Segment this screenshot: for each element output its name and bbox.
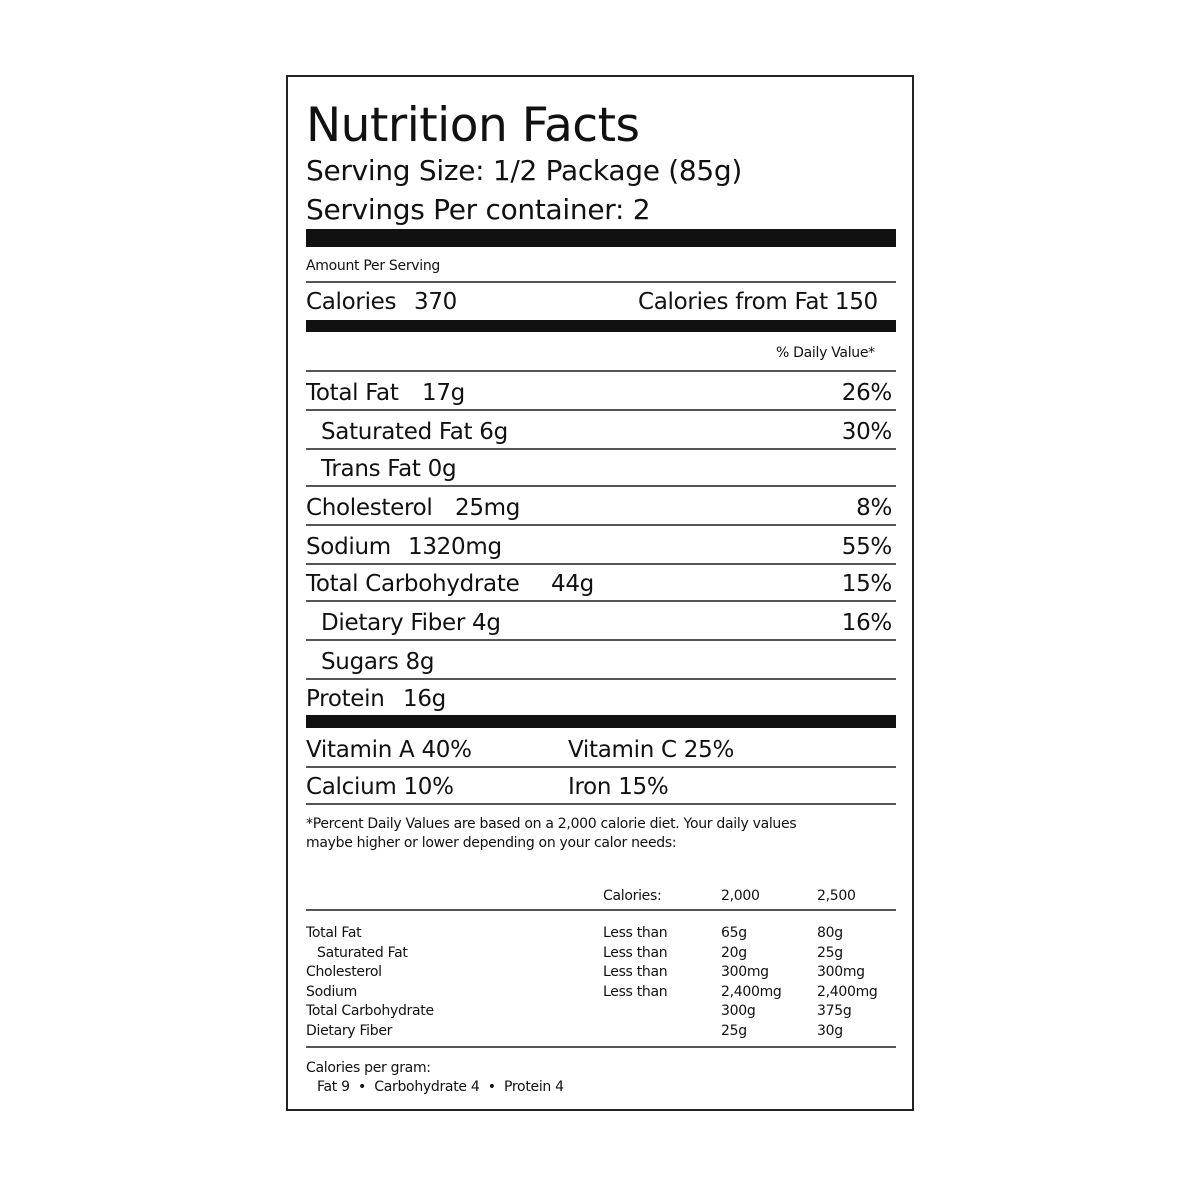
nutrient-name: Sugars 8g — [321, 649, 435, 675]
reference-nutrient: Total Fat — [306, 925, 362, 941]
nutrient-daily-value: 16% — [841, 610, 892, 636]
nutrient-name: Saturated Fat 6g — [321, 419, 508, 445]
nutrient-amount: 44g — [551, 571, 594, 597]
nutrient-name: Total Fat — [306, 380, 399, 406]
nutrient-amount: 17g — [422, 380, 465, 406]
servings-per-container: Servings Per container: 2 — [306, 193, 651, 226]
reference-value-2500: 30g — [817, 1022, 843, 1039]
reference-header-label: Calories: — [603, 888, 662, 904]
footnote-line-1: *Percent Daily Values are based on a 2,000 calorie diet. Your daily values — [306, 816, 797, 832]
divider — [306, 678, 896, 680]
nutrient-daily-value: 30% — [841, 419, 892, 445]
footnote-line-2: maybe higher or lower depending on your calor needs: — [306, 835, 677, 851]
reference-qualifier: Less than — [603, 964, 668, 980]
reference-value-2000: 300mg — [721, 964, 769, 980]
reference-qualifier: Less than — [603, 983, 668, 1000]
reference-nutrient: Saturated Fat — [317, 944, 408, 961]
divider — [306, 803, 896, 805]
amount-per-serving: Amount Per Serving — [306, 258, 441, 274]
daily-value-header: % Daily Value* — [776, 345, 875, 361]
reference-value-2500: 375g — [817, 1003, 852, 1019]
divider — [306, 370, 896, 372]
reference-value-2000: 65g — [721, 925, 747, 941]
thick-divider — [306, 715, 896, 728]
reference-value-2500: 300mg — [817, 964, 865, 980]
reference-nutrient: Cholesterol — [306, 964, 382, 980]
reference-value-2500: 80g — [817, 925, 843, 941]
divider — [306, 639, 896, 641]
nutrient-amount: 16g — [403, 686, 446, 712]
thick-divider — [306, 229, 896, 247]
reference-value-2500: 2,400mg — [817, 983, 878, 1000]
reference-value-2000: 300g — [721, 1003, 756, 1019]
nutrient-name: Sodium — [306, 534, 391, 560]
divider — [306, 281, 896, 283]
calories-per-gram-values: Fat 9 • Carbohydrate 4 • Protein 4 — [317, 1079, 564, 1095]
reference-header-2500: 2,500 — [817, 888, 856, 904]
nutrient-name: Trans Fat 0g — [321, 456, 457, 482]
nutrient-daily-value: 8% — [856, 495, 892, 521]
divider — [306, 524, 896, 526]
divider — [306, 409, 896, 411]
divider — [306, 909, 896, 911]
nutrient-name: Cholesterol — [306, 495, 433, 521]
nutrient-daily-value: 26% — [841, 380, 892, 406]
reference-nutrient: Sodium — [306, 983, 357, 1000]
label-title: Nutrition Facts — [306, 98, 640, 153]
reference-value-2000: 25g — [721, 1022, 747, 1039]
reference-header-2000: 2,000 — [721, 888, 760, 904]
divider — [306, 485, 896, 487]
vitamin-value: Vitamin C 25% — [568, 737, 735, 763]
nutrient-daily-value: 15% — [841, 571, 892, 597]
nutrient-name: Dietary Fiber 4g — [321, 610, 501, 636]
calories-per-gram-label: Calories per gram: — [306, 1060, 431, 1076]
medium-divider — [306, 320, 896, 332]
reference-value-2500: 25g — [817, 944, 843, 961]
reference-nutrient: Dietary Fiber — [306, 1022, 393, 1039]
reference-qualifier: Less than — [603, 925, 668, 941]
vitamin-value: Vitamin A 40% — [306, 737, 472, 763]
calories-value: 370 — [414, 289, 457, 315]
reference-value-2000: 2,400mg — [721, 983, 782, 1000]
reference-nutrient: Total Carbohydrate — [306, 1003, 434, 1019]
reference-qualifier: Less than — [603, 944, 668, 961]
divider — [306, 563, 896, 565]
vitamin-value: Calcium 10% — [306, 774, 454, 800]
nutrient-amount: 1320mg — [408, 534, 502, 560]
divider — [306, 448, 896, 450]
reference-value-2000: 20g — [721, 944, 747, 961]
divider — [306, 600, 896, 602]
divider — [306, 1046, 896, 1048]
nutrient-name: Protein — [306, 686, 385, 712]
divider — [306, 766, 896, 768]
nutrient-amount: 25mg — [455, 495, 521, 521]
calories-label: Calories — [306, 289, 397, 315]
vitamin-value: Iron 15% — [568, 774, 669, 800]
nutrient-daily-value: 55% — [841, 534, 892, 560]
calories-from-fat: Calories from Fat 150 — [638, 289, 878, 315]
nutrient-name: Total Carbohydrate — [306, 571, 520, 597]
serving-size: Serving Size: 1/2 Package (85g) — [306, 154, 742, 187]
